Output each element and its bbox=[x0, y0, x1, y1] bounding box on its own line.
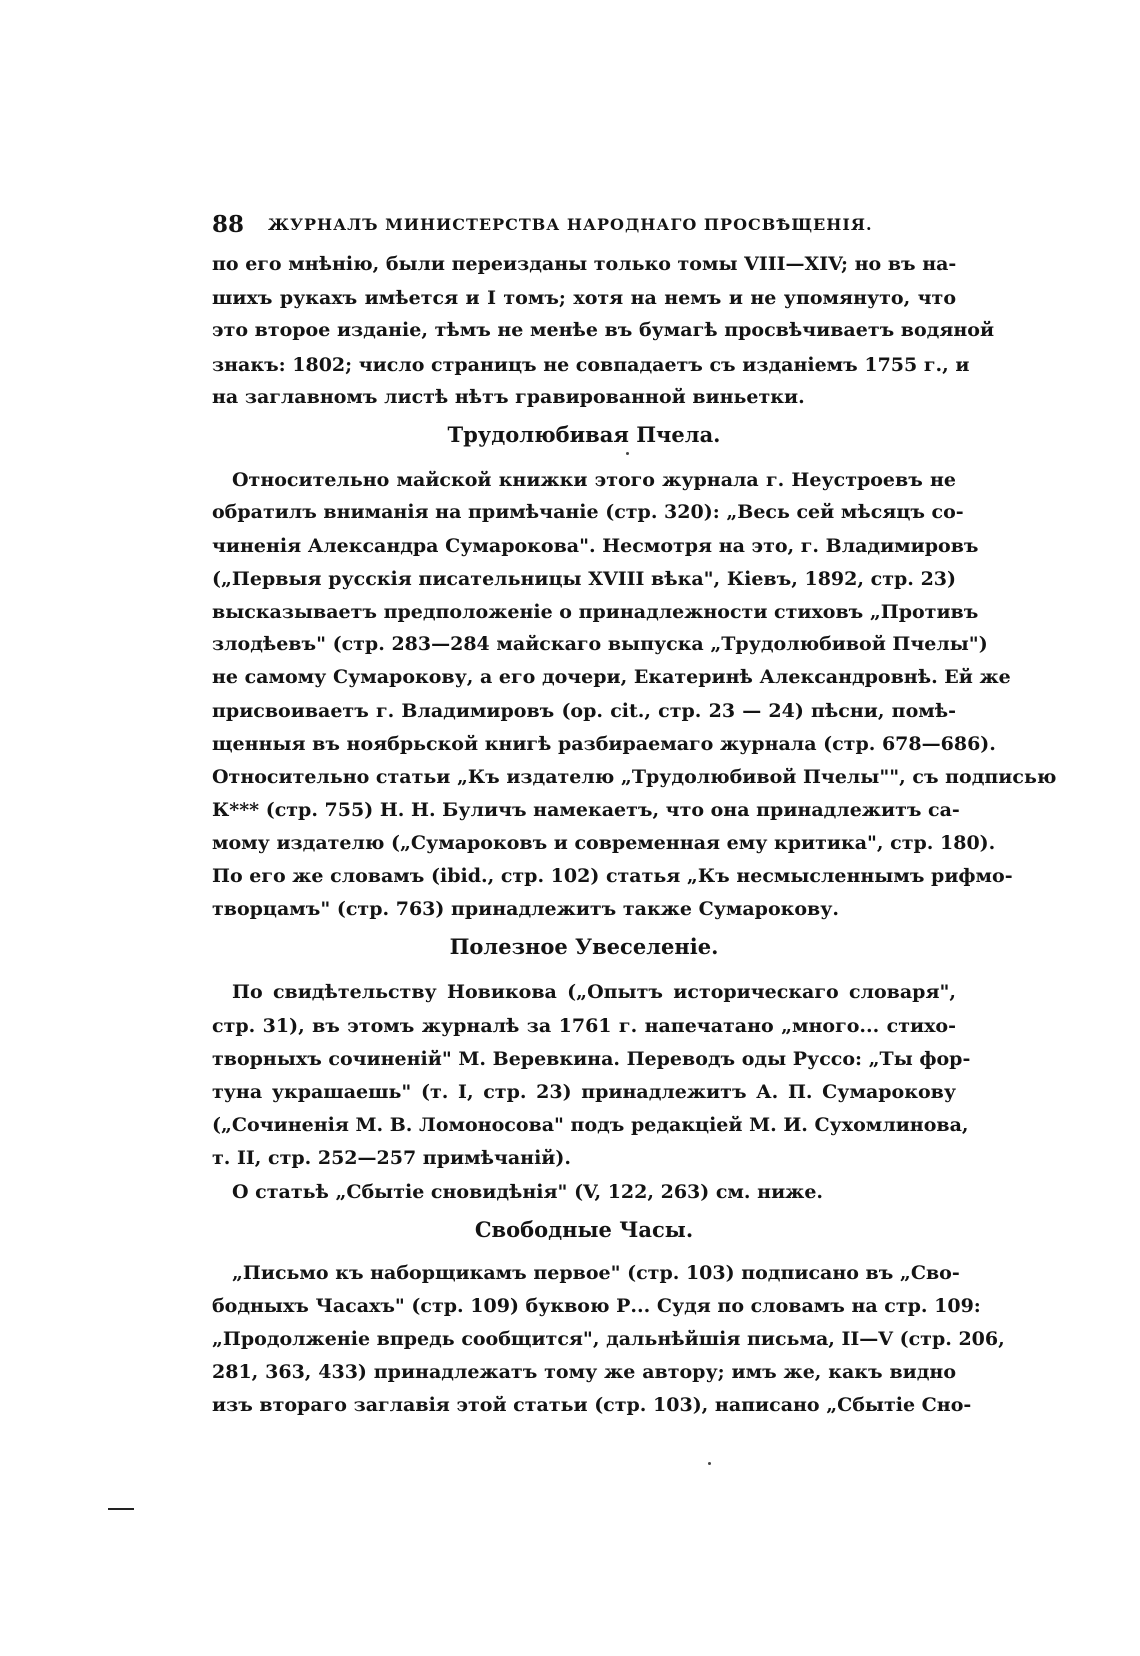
text-line: 281, 363, 433) принадлежатъ тому же автору; имъ же, какъ видно bbox=[212, 1361, 956, 1383]
text-line: щенныя въ ноябрьской книгѣ разбираемаго журнала (стр. 678—686). bbox=[212, 733, 996, 755]
text-line: обратилъ вниманія на примѣчаніе (стр. 320): „Весь сей мѣсяцъ со- bbox=[212, 501, 964, 523]
text-line: Относительно статьи „Къ издателю „Трудолюбивой Пчелы"", съ подписью bbox=[212, 766, 1057, 788]
text-line: бодныхъ Часахъ" (стр. 109) буквою Р... Судя по словамъ на стр. 109: bbox=[212, 1295, 981, 1317]
text-line: злодѣевъ" (стр. 283—284 майскаго выпуска „Трудолюбивой Пчелы") bbox=[212, 633, 988, 655]
text-line: („Первыя русскія писательницы XVIII вѣка", Кіевъ, 1892, стр. 23) bbox=[212, 568, 956, 590]
text-line: „Письмо къ наборщикамъ первое" (стр. 103) подписано въ „Сво- bbox=[232, 1262, 960, 1284]
print-speck bbox=[626, 452, 629, 455]
margin-dash bbox=[108, 1508, 134, 1510]
text-line: О статьѣ „Сбытіе сновидѣнія" (V, 122, 263) см. ниже. bbox=[232, 1181, 824, 1203]
text-line: чиненія Александра Сумарокова". Несмотря на это, г. Владимировъ bbox=[212, 535, 979, 557]
text-line: на заглавномъ листѣ нѣтъ гравированной виньетки. bbox=[212, 386, 805, 408]
text-line: творныхъ сочиненій" М. Веревкина. Переводъ оды Руссо: „Ты фор- bbox=[212, 1048, 971, 1070]
section-heading: Полезное Увеселеніе. bbox=[449, 934, 719, 959]
text-line: К*** (стр. 755) Н. Н. Буличъ намекаетъ, что она принадлежитъ са- bbox=[212, 799, 960, 821]
text-line: стр. 31), въ этомъ журналѣ за 1761 г. напечатано „много... стихо- bbox=[212, 1015, 956, 1037]
text-line: творцамъ" (стр. 763) принадлежитъ также Сумарокову. bbox=[212, 898, 839, 920]
section-heading: Трудолюбивая Пчела. bbox=[447, 422, 721, 447]
section-heading: Свободные Часы. bbox=[474, 1217, 694, 1242]
text-line: По его же словамъ (ibid., стр. 102) статья „Къ несмысленнымъ рифмо- bbox=[212, 865, 1013, 887]
text-line: это второе изданіе, тѣмъ не менѣе въ бумагѣ просвѣчиваетъ водяной bbox=[212, 319, 995, 341]
text-line: Относительно майской книжки этого журнала г. Неустроевъ не bbox=[232, 469, 956, 491]
text-line: знакъ: 1802; число страницъ не совпадаетъ съ изданіемъ 1755 г., и bbox=[212, 354, 970, 376]
text-line: высказываетъ предположеніе о принадлежности стиховъ „Противъ bbox=[212, 601, 979, 623]
text-line: туна украшаешь" (т. I, стр. 23) принадлежитъ А. П. Сумарокову bbox=[212, 1081, 956, 1103]
text-line: присвоиваетъ г. Владимировъ (op. cit., стр. 23 — 24) пѣсни, помѣ- bbox=[212, 700, 956, 722]
text-line: мому издателю („Сумароковъ и современная ему критика", стр. 180). bbox=[212, 832, 996, 854]
text-line: по его мнѣнію, были переизданы только томы VIII—XIV; но въ на- bbox=[212, 253, 957, 275]
text-line: („Сочиненія М. В. Ломоносова" подъ редакціей М. И. Сухомлинова, bbox=[212, 1114, 969, 1136]
text-line: шихъ рукахъ имѣется и I томъ; хотя на немъ и не упомянуто, что bbox=[212, 287, 956, 309]
page-number: 88 bbox=[212, 211, 245, 238]
text-line: „Продолженіе впредь сообщится", дальнѣйшія письма, II—V (стр. 206, bbox=[212, 1328, 1005, 1350]
running-head bbox=[212, 210, 956, 240]
print-speck bbox=[708, 1462, 711, 1465]
text-line: не самому Сумарокову, а его дочери, Екатеринѣ Александровнѣ. Ей же bbox=[212, 666, 1011, 688]
journal-title: ЖУРНАЛЪ МИНИСТЕРСТВА НАРОДНАГО ПРОСВѢЩЕНІЯ. bbox=[268, 215, 873, 234]
text-line: изъ втораго заглавія этой статьи (стр. 103), написано „Сбытіе Сно- bbox=[212, 1394, 972, 1416]
text-line: т. II, стр. 252—257 примѣчаній). bbox=[212, 1147, 571, 1169]
text-line: По свидѣтельству Новикова („Опытъ историческаго словаря", bbox=[232, 981, 956, 1003]
